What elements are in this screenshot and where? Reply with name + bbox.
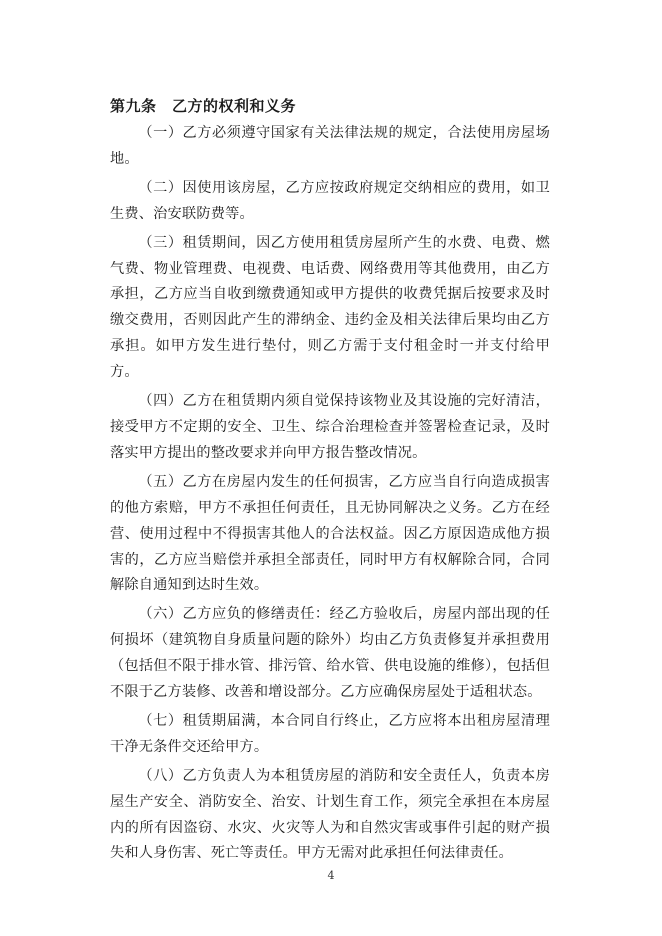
clause-paragraph-4: （四）乙方在租赁期内须自觉保持该物业及其设施的完好清洁，接受甲方不定期的安全、卫生、综合治理检查并签署检查记录，及时落实甲方提出的整改要求并向甲方报告整改情况。 — [110, 393, 550, 461]
page-number: 4 — [327, 869, 335, 882]
clause-paragraph-2: （二）因使用该房屋，乙方应按政府规定交纳相应的费用，如卫生费、治安联防费等。 — [110, 179, 550, 222]
clause-paragraph-8: （八）乙方负责人为本租赁房屋的消防和安全责任人，负责本房屋生产安全、消防安全、治安、计划生育工作，须完全承担在本房屋内的所有因盗窃、水灾、火灾等人为和自然灾害或事件引起的财产损失和人身伤害、死亡等责任。甲方无需对此承担任何法律责任。 — [110, 767, 550, 862]
clause-paragraph-7: （七）租赁期届满，本合同自行终止，乙方应将本出租房屋清理干净无条件交还给甲方。 — [110, 712, 550, 755]
clause-paragraph-5: （五）乙方在房屋内发生的任何损害，乙方应当自行向造成损害的他方索赔，甲方不承担任何责任，且无协同解决之义务。乙方在经营、使用过程中不得损害其他人的合法权益。因乙方原因造成他方损害的，乙方应当赔偿并承担全部责任，同时甲方有权解除合同，合同解除自通知到达时生效。 — [110, 473, 550, 594]
clause-paragraph-3: （三）租赁期间，因乙方使用租赁房屋所产生的水费、电费、燃气费、物业管理费、电视费、电话费、网络费用等其他费用，由乙方承担，乙方应当自收到缴费通知或甲方提供的收费凭据后按要求及时缴交费用，否则因此产生的滞纳金、违约金及相关法律后果均由乙方承担。如甲方发生进行垫付，则乙方需于支付租金时一并支付给甲方。 — [110, 234, 550, 381]
clause-paragraph-6: （六）乙方应负的修缮责任：经乙方验收后，房屋内部出现的任何损坏（建筑物自身质量问题的除外）均由乙方负责修复并承担费用（包括但不限于排水管、排污管、给水管、供电设施的维修），包括但不限于乙方装修、改善和增设部分。乙方应确保房屋处于适租状态。 — [110, 606, 550, 701]
document-body — [110, 93, 550, 870]
section-title: 第九条 乙方的权利和义务 — [110, 97, 297, 115]
clause-paragraph-1: （一）乙方必须遵守国家有关法律法规的规定，合法使用房屋场地。 — [110, 125, 550, 167]
